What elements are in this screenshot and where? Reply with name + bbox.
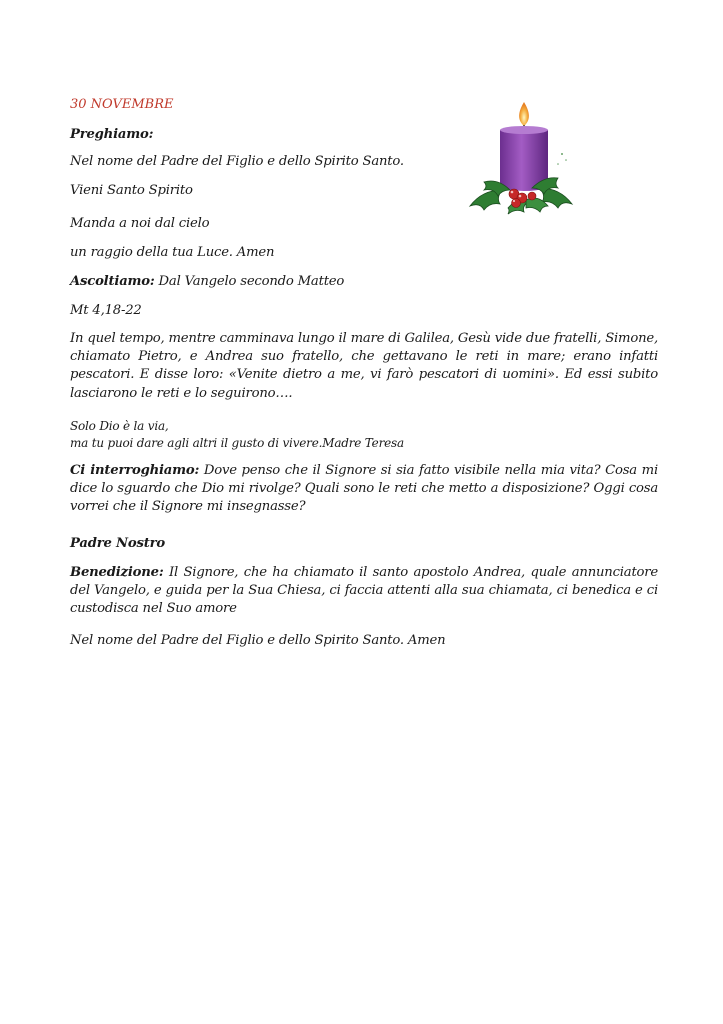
blessing-text: Il Signore, che ha chiamato il santo apostolo Andrea, quale annunciatore del Vangelo, e guida per la Sua Chiesa, ci faccia attenti alla sua chiamata, ci benedica e ci custodisca nel Suo amore [70,565,658,617]
closing-line: Nel nome del Padre del Figlio e dello Spirito Santo. Amen [70,633,446,648]
blessing-paragraph [70,564,658,619]
question-text: Dove penso che il Signore si sia fatto visibile nella mia vita? Cosa mi dice lo sguardo che Dio mi rivolge? Quali sono le reti che metto a disposizione? Oggi cosa vorrei che il Signore mi insegnasse? [70,463,658,515]
quote-text: ma tu puoi dare agli altri il gusto di vivere. [70,436,323,450]
pray-line-1: Nel nome del Padre del Figlio e dello Spirito Santo. [70,154,404,169]
quote-line-2 [70,435,404,451]
gospel-reference: Mt 4,18-22 [70,303,142,318]
question-heading: Ci interroghiamo: [70,463,200,478]
pray-heading: Preghiamo: [70,127,154,142]
quote-author: Madre Teresa [322,436,404,450]
pray-line-3: Manda a noi dal cielo [70,216,210,231]
pray-line-4: un raggio della tua Luce. Amen [70,245,275,260]
question-paragraph [70,462,658,517]
advent-candle-icon [462,98,580,220]
pray-line-2: Vieni Santo Spirito [70,183,193,198]
quote-line-1: Solo Dio è la via, [70,419,169,433]
our-father-heading: Padre Nostro [70,536,165,551]
listen-line [70,273,344,291]
date-heading: 30 NOVEMBRE [70,97,174,112]
gospel-source: Dal Vangelo secondo Matteo [154,274,345,289]
blessing-heading: Benedizione: [70,565,164,580]
gospel-text: In quel tempo, mentre camminava lungo il mare di Galilea, Gesù vide due fratelli, Simone, chiamato Pietro, e Andrea suo fratello, che gettavano le reti in mare; erano infatti pescatori. E disse loro: «Venite dietro a me, vi farò pescatori di uomini». Ed essi subito lasciarono le reti e lo seguirono…. [70,331,658,401]
listen-heading: Ascoltiamo: [70,274,155,289]
